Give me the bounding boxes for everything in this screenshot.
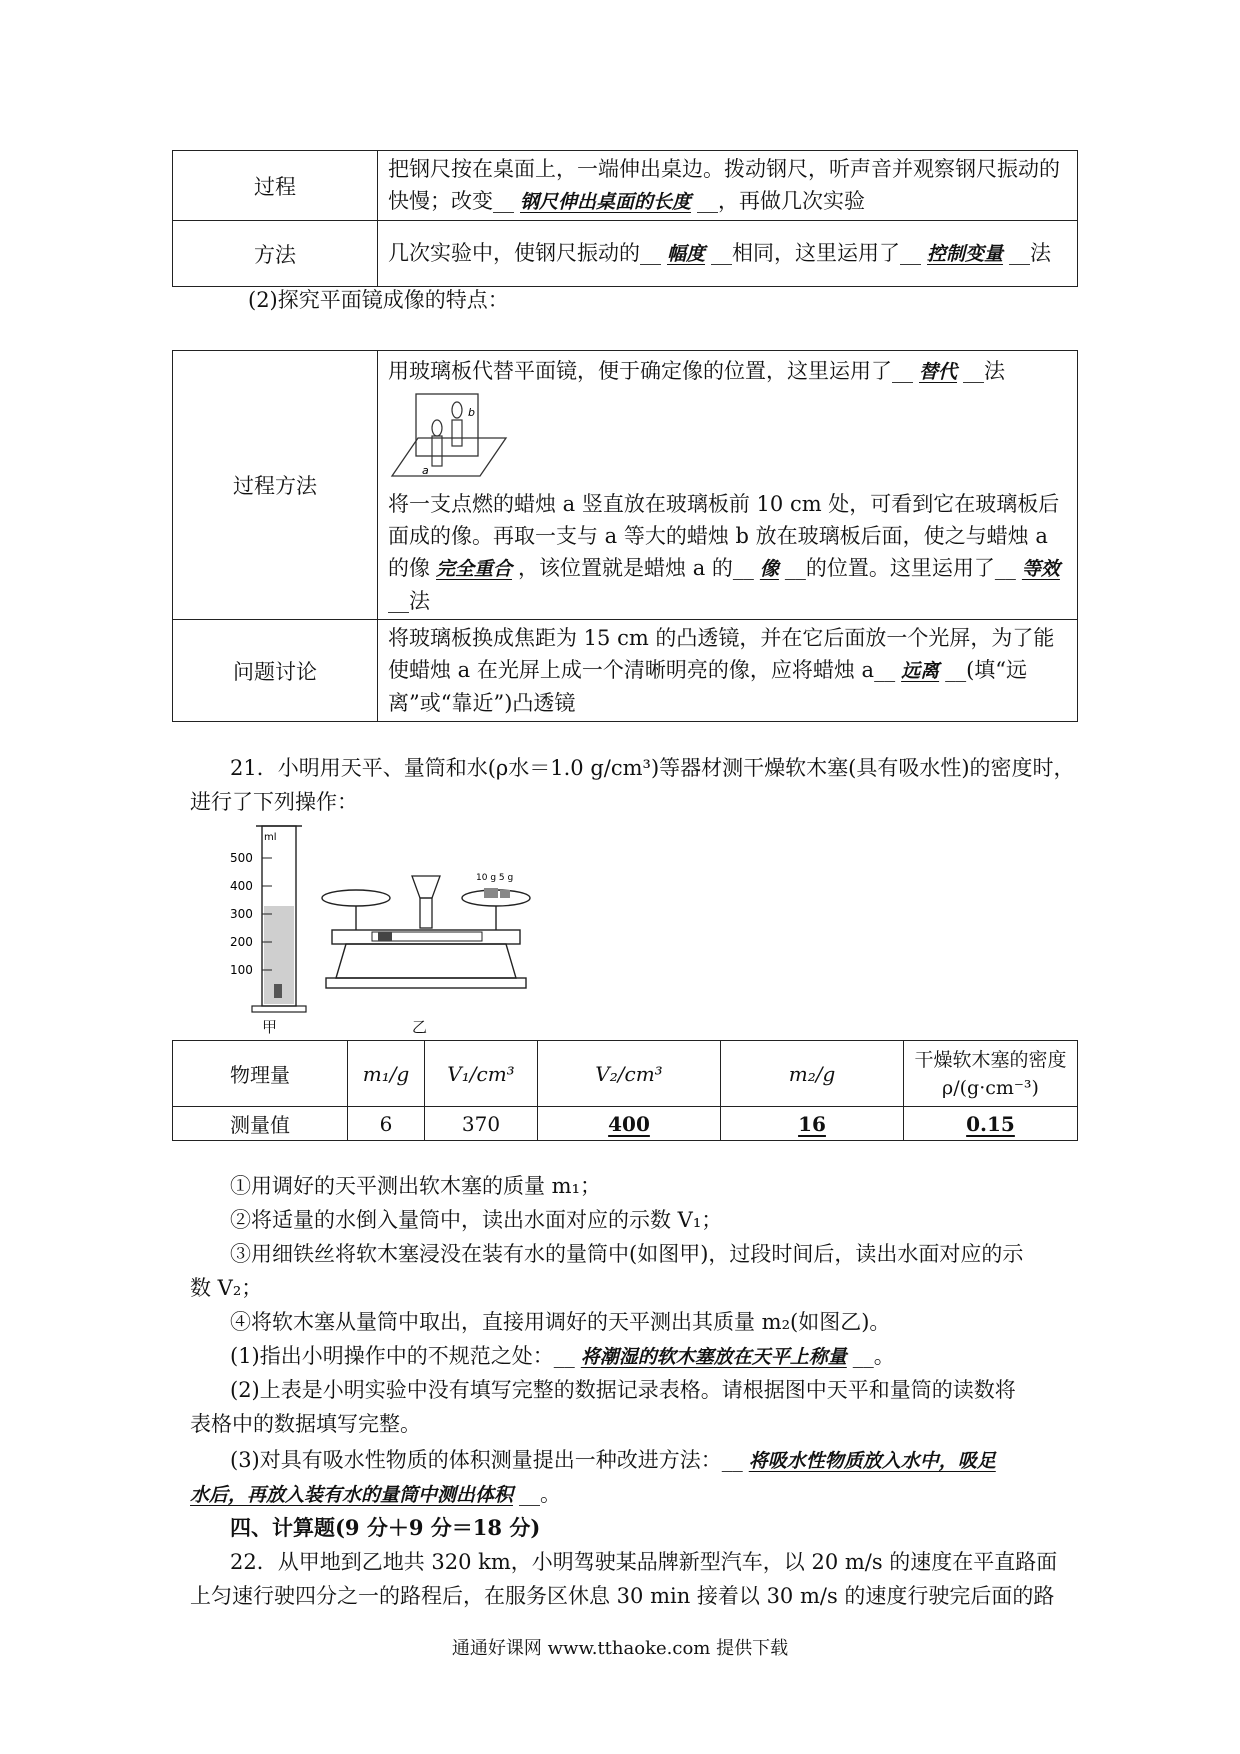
cylinder-unit: ml bbox=[264, 832, 277, 843]
section-4-title: 四、计算题(9 分＋9 分＝18 分) bbox=[230, 1515, 541, 1540]
answer-fill: 替代 bbox=[919, 361, 958, 383]
row-text-method: 几次实验中，使钢尺振动的__ 幅度 __相同，这里运用了__ 控制变量 __法 bbox=[378, 221, 1078, 287]
sub-question-2-line-1: (2)上表是小明实验中没有填写完整的数据记录表格。请根据图中天平和量筒的读数将 bbox=[230, 1378, 1016, 1402]
answer-fill: 像 bbox=[759, 558, 779, 580]
figure-label-jia: 甲 bbox=[262, 1018, 278, 1036]
step-2: ②将适量的水倒入量筒中，读出水面对应的示数 V₁； bbox=[230, 1208, 723, 1232]
answer-fill: 控制变量 bbox=[927, 243, 1004, 265]
answer-fill: 钢尺伸出桌面的长度 bbox=[520, 191, 692, 213]
label-b: b bbox=[468, 406, 475, 419]
value-m1: 6 bbox=[348, 1107, 425, 1141]
question-21-stem-2: 进行了下列操作： bbox=[190, 790, 358, 814]
step-4: ④将软木塞从量筒中取出，直接用调好的天平测出其质量 m₂(如图乙)。 bbox=[230, 1310, 891, 1334]
step-1: ①用调好的天平测出软木塞的质量 m₁； bbox=[230, 1174, 602, 1198]
mirror-candle-figure bbox=[388, 390, 508, 482]
row-label-process: 过程 bbox=[173, 151, 378, 221]
header-m1: m₁/g bbox=[348, 1041, 425, 1107]
sub-question-3-line-2: 水后，再放入装有水的量筒中测出体积 __。 bbox=[190, 1482, 562, 1506]
header-v2: V₂/cm³ bbox=[538, 1041, 721, 1107]
answer-fill: 远离 bbox=[901, 660, 940, 682]
tick-300: 300 bbox=[230, 907, 253, 921]
row-label-method: 方法 bbox=[173, 221, 378, 287]
table-steel-ruler bbox=[172, 150, 1078, 287]
sub-question-2-line-2: 表格中的数据填写完整。 bbox=[190, 1412, 421, 1436]
value-m2: 16 bbox=[721, 1107, 904, 1141]
answer-fill: 幅度 bbox=[667, 243, 706, 265]
header-v1: V₁/cm³ bbox=[425, 1041, 538, 1107]
sub-question-3-line-1: (3)对具有吸水性物质的体积测量提出一种改进方法：__ 将吸水性物质放入水中，吸足 bbox=[230, 1444, 1002, 1477]
label-a: a bbox=[422, 464, 429, 477]
question-21-stem-1: 21．小明用天平、量筒和水(ρ水＝1.0 g/cm³)等器材测干燥软木塞(具有吸水性)的密度时， bbox=[230, 756, 1075, 780]
tick-500: 500 bbox=[230, 851, 253, 865]
row-text-process: 把钢尺按在桌面上，一端伸出桌边。拨动钢尺，听声音并观察钢尺振动的快慢；改变__ 钢尺伸出桌面的长度 __，再做几次实验 bbox=[378, 151, 1078, 221]
value-v2: 400 bbox=[538, 1107, 721, 1141]
row-label-process-method: 过程方法 bbox=[173, 351, 378, 620]
answer-fill: 将潮湿的软木塞放在天平上称量 bbox=[580, 1346, 847, 1368]
footer-source: 通通好课网 www.tthaoke.com 提供下载 bbox=[451, 1638, 789, 1659]
header-m2: m₂/g bbox=[721, 1041, 904, 1107]
row-label-discussion: 问题讨论 bbox=[173, 620, 378, 722]
answer-fill: 将吸水性物质放入水中，吸足 bbox=[748, 1450, 996, 1472]
answer-fill: 等效 bbox=[1021, 558, 1060, 580]
row-text-discussion: 将玻璃板换成焦距为 15 cm 的凸透镜，并在它后面放一个光屏，为了能使蜡烛 a 在光屏上成一个清晰明亮的像，应将蜡烛 a__ 远离 __(填“远离”或“靠近”)凸透镜 bbox=[378, 620, 1078, 722]
value-density: 0.15 bbox=[904, 1107, 1078, 1141]
tick-400: 400 bbox=[230, 879, 253, 893]
step-3-line-2: 数 V₂； bbox=[190, 1276, 263, 1300]
question-22-line-2: 上匀速行驶四分之一的路程后，在服务区休息 30 min 接着以 30 m/s 的速度行驶完后面的路 bbox=[190, 1584, 1055, 1608]
weights-label: 10 g 5 g bbox=[476, 873, 514, 883]
question-22-line-1: 22．从甲地到乙地共 320 km，小明驾驶某品牌新型汽车，以 20 m/s 的速度在平直路面 bbox=[230, 1550, 1058, 1574]
question-20-2-title: (2)探究平面镜成像的特点： bbox=[248, 288, 509, 312]
figure-label-yi: 乙 bbox=[412, 1018, 428, 1036]
tick-200: 200 bbox=[230, 935, 253, 949]
row-text-process-method: 用玻璃板代替平面镜，便于确定像的位置，这里运用了__ 替代 __法 a b 将一支点燃的蜡烛 a 竖直放在玻璃板前 10 cm 处，可看到它在玻璃板后面成的像。再取一支与 a 等大的蜡烛 b 放在玻璃板后面，使之与蜡烛 a 的像 完全重合 ，该位置就是蜡烛 a 的__ 像 __的位置。这里运用了__ 等效__法 bbox=[378, 351, 1078, 620]
answer-fill: 水后，再放入装有水的量筒中测出体积 bbox=[190, 1484, 514, 1506]
header-quantity: 物理量 bbox=[173, 1041, 348, 1107]
balance-figure bbox=[316, 868, 536, 1008]
measurement-table bbox=[172, 1040, 1078, 1141]
row-label-measured: 测量值 bbox=[173, 1107, 348, 1141]
table-plane-mirror bbox=[172, 350, 1078, 722]
step-3-line-1: ③用细铁丝将软木塞浸没在装有水的量筒中(如图甲)，过段时间后，读出水面对应的示 bbox=[230, 1242, 1024, 1266]
value-v1: 370 bbox=[425, 1107, 538, 1141]
cork-shape bbox=[274, 984, 282, 998]
tick-100: 100 bbox=[230, 963, 253, 977]
answer-fill: 完全重合 bbox=[436, 558, 513, 580]
header-density: 干燥软木塞的密度ρ/(g·cm⁻³) bbox=[904, 1041, 1078, 1107]
sub-question-1: (1)指出小明操作中的不规范之处：__ 将潮湿的软木塞放在天平上称量 __。 bbox=[230, 1344, 895, 1368]
